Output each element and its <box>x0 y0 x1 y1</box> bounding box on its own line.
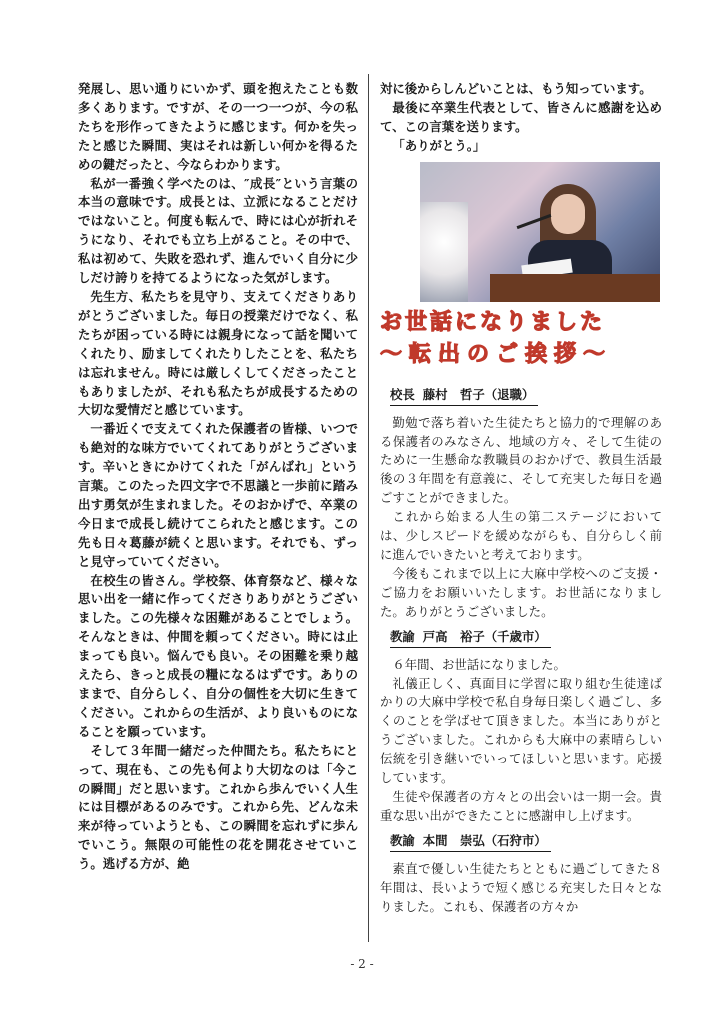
graduation-speech-photo <box>420 162 660 302</box>
left-paragraph-3: 先生方、私たちを見守り、支えてくださりありがとうございました。毎日の授業だけでなく、私たちが困っている時には親身になって話を聞いてくれたり、励ましてくれたりしたことを、私たちは忘れません。時には厳しくしてくださったこともありましたが、それも私たちが成長するための大切な愛情だと感じています。 <box>78 288 358 418</box>
farewell-subheadline: ～転出のご挨拶～ <box>380 341 613 367</box>
staff-paragraph: これから始まる人生の第二ステージにおいては、少しスピードを緩めながらも、自分らしく前に進んでいきたいと考えております。 <box>380 509 662 562</box>
right-column <box>380 80 662 916</box>
student-face <box>551 194 585 234</box>
staff-role: 教諭 <box>390 628 415 644</box>
staff-paragraph: 今後もこれまで以上に大麻中学校へのご支援・ご協力をお願いいたします。お世話になりました。ありがとうございました。 <box>380 565 662 619</box>
staff-paragraph: 生徒や保護者の方々との出会いは一期一会。貴重な思い出ができたことに感謝申し上げます。 <box>380 788 662 823</box>
staff-paragraph: 礼儀正しく、真面目に学習に取り組む生徒達ばかりの大麻中学校で私自身毎日楽しく過ごし、多くのことを学ばせて頂きました。本当にありがとうございました。これからも大麻中の素晴らしい伝統を引き継いでいってほしいと思います。応援しています。 <box>380 675 662 786</box>
left-paragraph-6: そして３年間一緒だった仲間たち。私たちにとって、現在も、この先も何より大切なのは「今この瞬間」だと思います。これから歩んでいく人生には目標があるのみです。これから先、どんな未来が待っていようとも、この瞬間を忘れずに歩んでいこう。無限の可能性の花を開花させていこう。逃げる方が、絶 <box>78 742 358 872</box>
speech-continuation: 対に後からしんどいことは、もう知っています。 <box>380 81 652 96</box>
staff-paragraph: 勤勉で落ち着いた生徒たちと協力的で理解のある保護者のみなさん、地域の方々、そして生徒のために一生懸命な教職員のおかげで、教員生活最後の３年間を有意義に、そして充実した毎日を過ごすことができました。 <box>380 414 662 506</box>
speech-closing: 最後に卒業生代表として、皆さんに感謝を込めて、この言葉を送ります。 <box>380 99 662 134</box>
staff-name: 本間 崇弘（石狩市） <box>422 832 547 848</box>
left-paragraph-4: 一番近くで支えてくれた保護者の皆様、いつでも絶対的な味方でいてくれてありがとうございます。辛いときにかけてくれた「がんばれ」という言葉。このたった四文字で不思議と一歩前に踏み出す勇気が生まれました。そのおかげで、卒業の今日まで成長し続けてこられたと感じます。この先も日々葛藤が続くと思います。それでも、ずっと見守っていてください。 <box>78 421 358 569</box>
column-divider <box>368 74 369 942</box>
staff-name: 藤村 哲子（退職） <box>422 386 535 402</box>
left-paragraph-1: 発展し、思い通りにいかず、頭を抱えたことも数多くあります。ですが、その一つ一つが、今の私たちを形作ってきたように感じます。何かを失ったと感じた瞬間、実はそれは新しい何かを得るための鍵だったと、今ならわかります。 <box>78 81 358 172</box>
left-paragraph-2: 私が一番強く学べたのは、″成長″という言葉の本当の意味です。成長とは、立派になることだけではないこと。何度も転んで、時には心が折れそうになり、それでも立ち上がること。その中で、私は初めて、失敗を恐れず、進んでいく自分に少しだけ誇りを持てるようになった気がします。 <box>78 175 358 286</box>
staff-heading-fujimura <box>390 386 538 406</box>
staff-role: 教諭 <box>390 832 415 848</box>
staff-heading-todaka <box>390 628 551 648</box>
podium <box>490 274 660 302</box>
left-paragraph-5: 在校生の皆さん。学校祭、体育祭など、様々な思い出を一緒に作ってくださりありがとうございました。この先様々な困難があることでしょう。そんなときは、仲間を頼ってください。時には止まっても良い。悩んでも良い。その困難を乗り越えたら、きっと成長の糧になるはずです。ありのままで、自分らしく、自分の個性を大切に生きてください。これからの生活が、より良いものになることを願っています。 <box>78 572 358 739</box>
flower-decoration <box>420 202 468 302</box>
staff-heading-honma <box>390 832 551 852</box>
speech-quote: 「ありがとう。」 <box>392 137 486 153</box>
staff-name: 戸高 裕子（千歳市） <box>422 628 547 644</box>
staff-role: 校長 <box>390 386 415 402</box>
left-column <box>78 80 358 874</box>
farewell-headline: お世話になりました <box>380 309 606 335</box>
staff-paragraph: 素直で優しい生徒たちとともに過ごしてきた８年間は、長いようで短く感じる充実した日々となりました。これも、保護者の方々か <box>380 860 662 914</box>
page-number: - 2 - <box>350 957 374 971</box>
staff-paragraph: ６年間、お世話になりました。 <box>392 656 566 672</box>
